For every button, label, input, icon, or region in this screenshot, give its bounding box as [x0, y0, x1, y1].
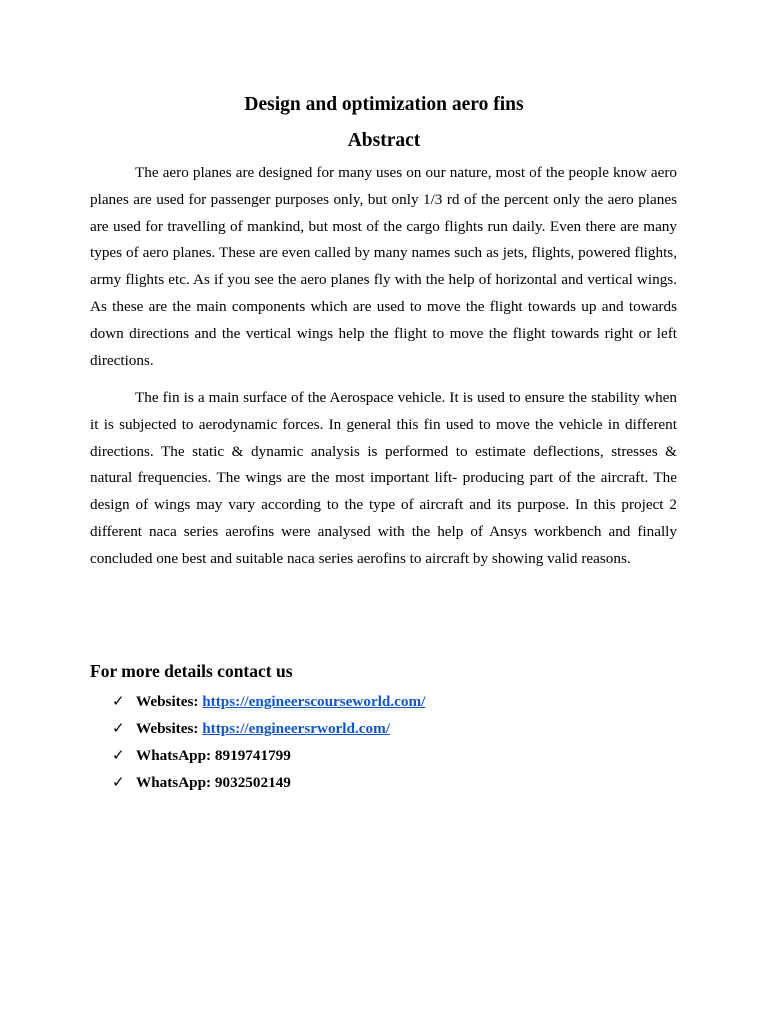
website-link[interactable]: https://engineersrworld.com/	[202, 720, 390, 737]
contact-list	[112, 688, 425, 796]
whatsapp-number: 9032502149	[214, 774, 291, 791]
contact-label: Websites:	[136, 693, 203, 710]
contact-heading: For more details contact us	[90, 661, 293, 681]
contact-item-website-1	[112, 688, 425, 715]
check-icon: ✓	[112, 692, 125, 710]
abstract-paragraph-2: The fin is a main surface of the Aerospace vehicle. It is used to ensure the stability when it is subjected to aerodynamic forces. In general this fin used to move the vehicle in different directions. The static & dynamic analysis is performed to estimate deflections, stresses & natural frequencies. The wings are the most important lift- producing part of the aircraft. The design of wings may vary according to the type of aircraft and its purpose. In this project 2 different naca series aerofins were analysed with the help of Ansys workbench and finally concluded one best and suitable naca series aerofins to aircraft by showing valid reasons.	[90, 389, 677, 567]
check-icon: ✓	[112, 719, 125, 737]
document-title: Design and optimization aero fins	[244, 94, 524, 115]
contact-label: WhatsApp:	[136, 747, 215, 764]
contact-item-whatsapp-2	[112, 769, 425, 796]
check-icon: ✓	[112, 773, 125, 791]
contact-label: Websites:	[136, 720, 203, 737]
abstract-paragraph-1: The aero planes are designed for many uses on our nature, most of the people know aero planes are used for passenger purposes only, but only 1/3 rd of the percent only the aero planes are used for travelling of mankind, but most of the cargo flights run daily. Even there are many types of aero planes. These are even called by many names such as jets, flights, powered flights, army flights etc. As if you see the aero planes fly with the help of horizontal and vertical wings. As these are the main components which are used to move the flight towards up and towards down directions and the vertical wings help the flight to move the flight towards right or left directions.	[90, 164, 677, 369]
website-link[interactable]: https://engineerscourseworld.com/	[202, 693, 426, 710]
check-icon: ✓	[112, 746, 125, 764]
abstract-heading: Abstract	[347, 130, 421, 151]
contact-item-whatsapp-1	[112, 742, 425, 769]
contact-label: WhatsApp:	[136, 774, 215, 791]
contact-item-website-2	[112, 715, 425, 742]
whatsapp-number: 8919741799	[214, 747, 291, 764]
